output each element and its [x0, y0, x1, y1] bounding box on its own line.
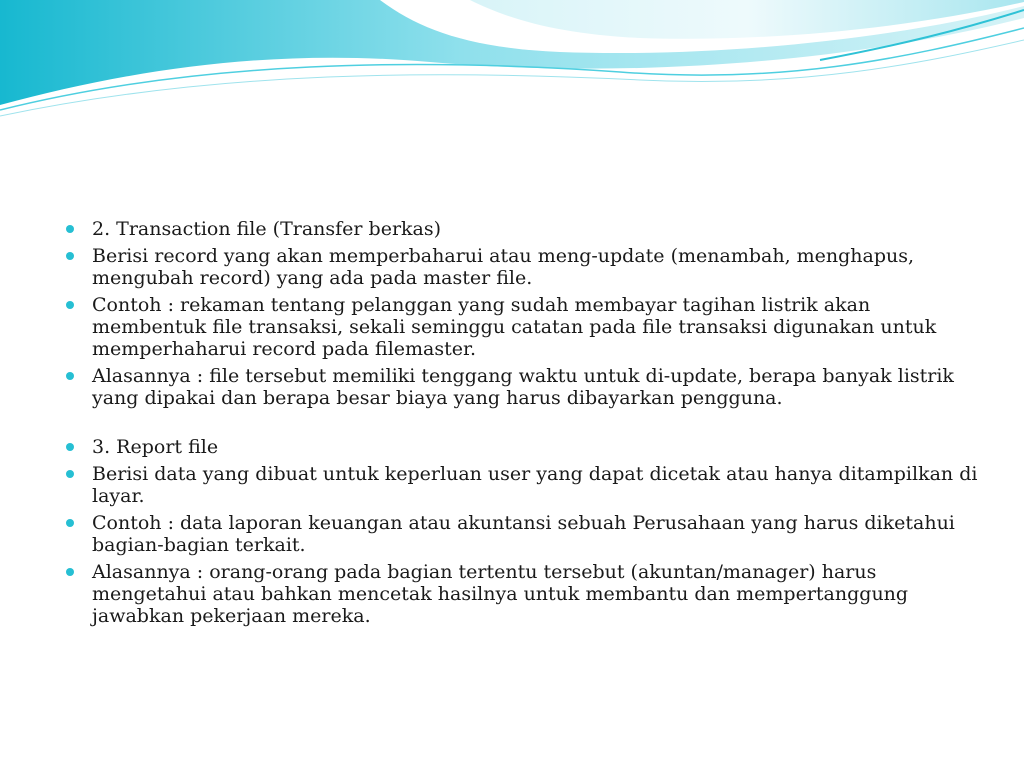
bullet-item-report-reason [64, 561, 984, 627]
bullet-dot-icon [66, 225, 74, 233]
bullet-text: Contoh : rekaman tentang pelanggan yang sudah membayar tagihan listrik akan membentuk file transaksi, sekali seminggu catatan pada file transaksi digunakan untuk memperhaharui record pada filemaster. [92, 294, 937, 360]
slide-body [64, 218, 984, 632]
bullet-dot-icon [66, 372, 74, 380]
bullet-item-report-description [64, 463, 984, 507]
bullet-item-transaction-example [64, 294, 984, 360]
bullet-text: 3. Report file [92, 436, 219, 458]
bullet-dot-icon [66, 568, 74, 576]
bullet-list [64, 218, 984, 627]
bullet-item-transaction-description [64, 245, 984, 289]
bullet-item-report-example [64, 512, 984, 556]
bullet-item-transaction-reason [64, 365, 984, 409]
bullet-text: Alasannya : file tersebut memiliki tenggang waktu untuk di-update, berapa banyak listrik yang dipakai dan berapa besar biaya yang harus dibayarkan pengguna. [92, 365, 954, 409]
bullet-item-report-heading [64, 436, 984, 458]
bullet-dot-icon [66, 301, 74, 309]
bullet-text: Contoh : data laporan keuangan atau akuntansi sebuah Perusahaan yang harus diketahui bagian-bagian terkait. [92, 512, 955, 556]
bullet-item-transaction-heading [64, 218, 984, 240]
bullet-text: Berisi record yang akan memperbaharui atau meng-update (menambah, menghapus, mengubah record) yang ada pada master file. [92, 245, 915, 289]
bullet-dot-icon [66, 519, 74, 527]
bullet-text: Alasannya : orang-orang pada bagian tertentu tersebut (akuntan/manager) harus mengetahui atau bahkan mencetak hasilnya untuk membantu dan mempertanggung jawabkan pekerjaan mereka. [92, 561, 909, 627]
bullet-dot-icon [66, 443, 74, 451]
bullet-dot-icon [66, 470, 74, 478]
bullet-text: Berisi data yang dibuat untuk keperluan user yang dapat dicetak atau hanya ditampilkan di layar. [92, 463, 978, 507]
bullet-dot-icon [66, 252, 74, 260]
bullet-text: 2. Transaction file (Transfer berkas) [92, 218, 442, 240]
wave-header-decoration [0, 0, 1024, 130]
